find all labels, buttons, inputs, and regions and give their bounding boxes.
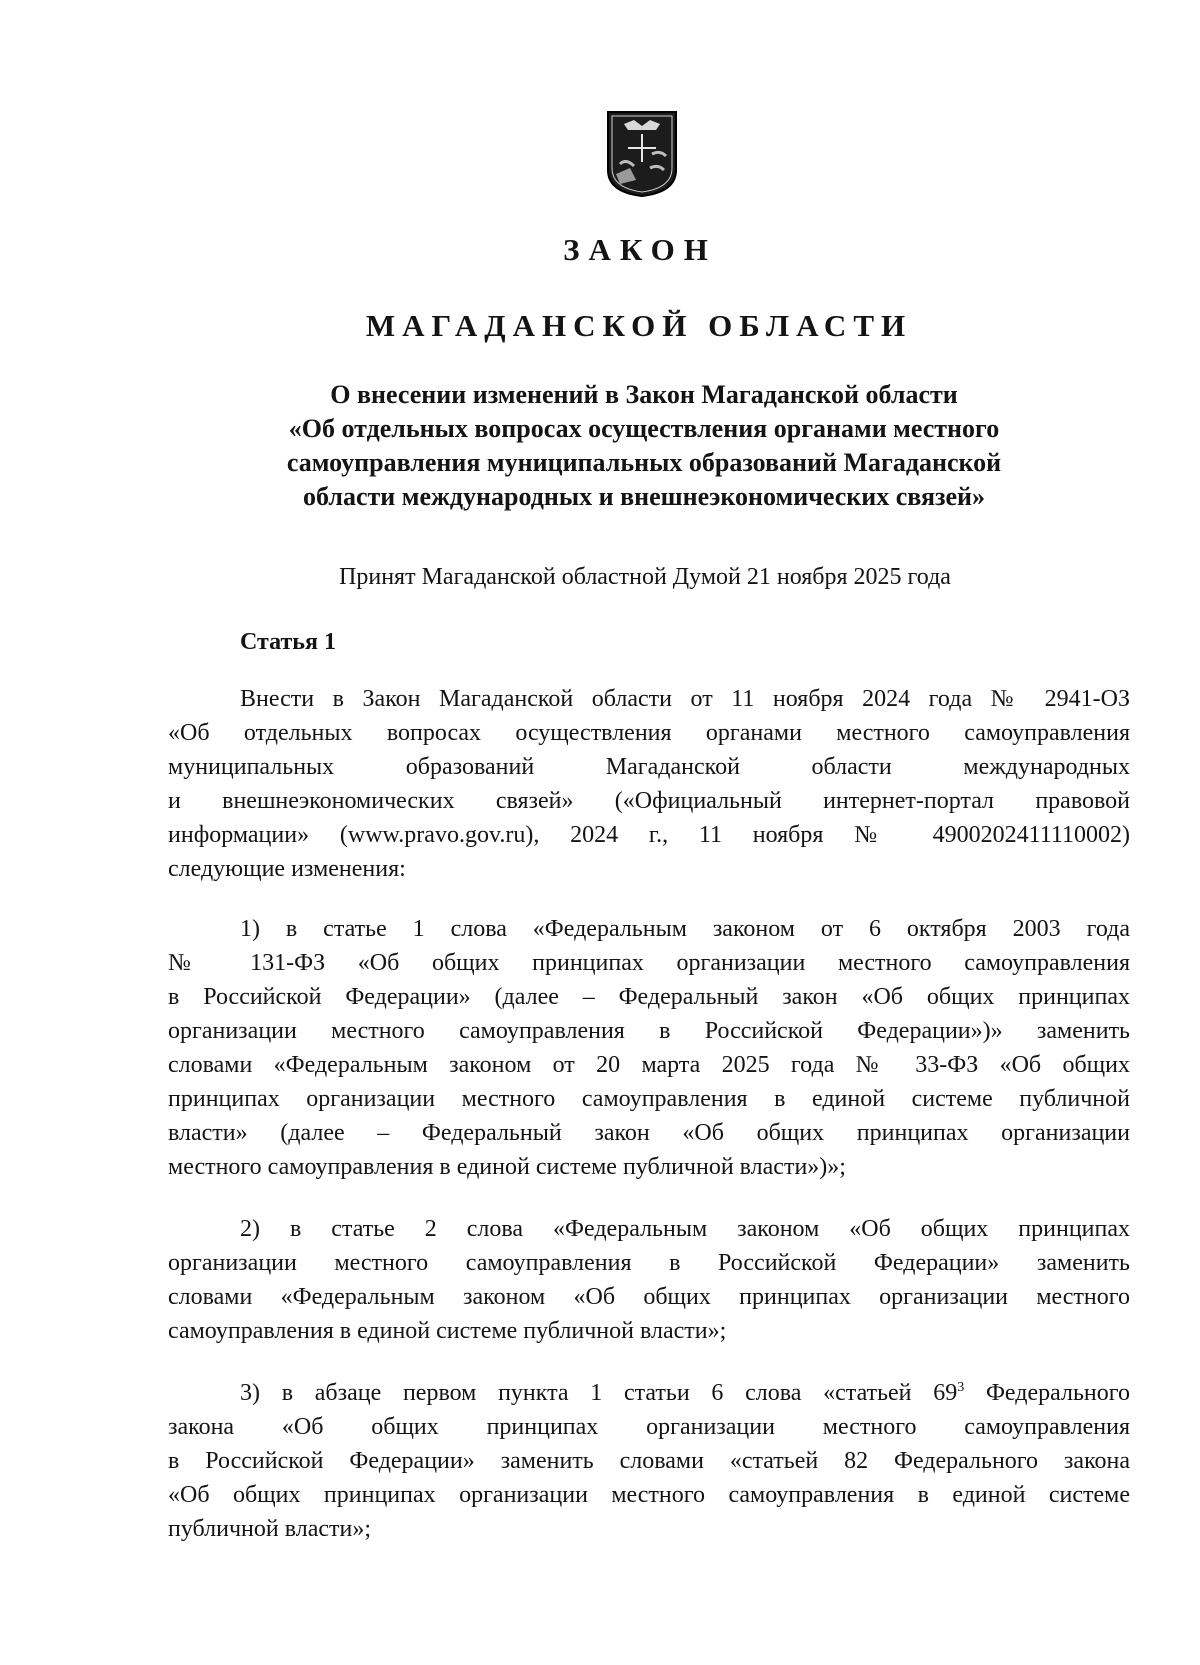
amendment-item-1 — [168, 912, 1130, 1184]
text-line: 1) в статье 1 слова «Федеральным законом от 6 октября 2003 года — [240, 916, 1130, 942]
text-line: «Об отдельных вопросах осуществления органами местного самоуправления — [168, 720, 1130, 746]
amendment-item-3 — [168, 1376, 1130, 1546]
subject-line: «Об отдельных вопросах осуществления органами местного — [288, 414, 1000, 443]
law-subject-heading — [160, 378, 1128, 514]
text-fragment: 3) в абзаце первом пункта 1 статьи 6 слова «статьей 69 — [240, 1380, 958, 1406]
amendment-item-2 — [168, 1212, 1130, 1348]
text-line: № 131-ФЗ «Об общих принципах организации местного самоуправления — [168, 950, 1130, 976]
coat-of-arms-emblem — [606, 110, 678, 198]
adoption-note: Принят Магаданской областной Думой 21 ноября 2025 года — [339, 564, 951, 590]
article-heading: Статья 1 — [240, 629, 336, 655]
text-line: Внести в Закон Магаданской области от 11 ноября 2024 года № 2941-ОЗ — [240, 686, 1130, 712]
superscript: 3 — [957, 1380, 965, 1395]
text-line: муниципальных образований Магаданской области международных — [168, 754, 1130, 780]
text-line: местного самоуправления в единой системе публичной власти»)»; — [168, 1154, 846, 1180]
text-line: 2) в статье 2 слова «Федеральным законом «Об общих принципах — [240, 1216, 1130, 1242]
text-line: организации местного самоуправления в Российской Федерации» заменить — [168, 1250, 1130, 1276]
text-line: публичной власти»; — [168, 1516, 372, 1542]
text-line: самоуправления в единой системе публичной власти»; — [168, 1318, 727, 1344]
text-line: закона «Об общих принципах организации местного самоуправления — [168, 1414, 1130, 1440]
text-line: информации» (www.pravo.gov.ru), 2024 г., 11 ноября № 4900202411110002) — [168, 822, 1130, 848]
text-line: в Российской Федерации» заменить словами «статьей 82 Федерального закона — [168, 1448, 1130, 1474]
text-line: «Об общих принципах организации местного самоуправления в единой системе — [168, 1482, 1130, 1508]
text-line: в Российской Федерации» (далее – Федеральный закон «Об общих принципах — [168, 984, 1130, 1010]
text-line: принципах организации местного самоуправления в единой системе публичной — [168, 1086, 1130, 1112]
text-line: власти» (далее – Федеральный закон «Об общих принципах организации — [168, 1120, 1130, 1146]
subject-line: самоуправления муниципальных образований Магаданской — [286, 448, 1002, 477]
text-line: и внешнеэкономических связей» («Официальный интернет-портал правовой — [168, 788, 1130, 814]
text-line — [168, 1376, 1130, 1410]
text-line: словами «Федеральным законом от 20 марта 2025 года № 33-ФЗ «Об общих — [168, 1052, 1130, 1078]
document-type-title: ЗАКОН — [563, 232, 717, 267]
text-line: организации местного самоуправления в Российской Федерации»)» заменить — [168, 1018, 1130, 1044]
region-title: МАГАДАНСКОЙ ОБЛАСТИ — [365, 308, 913, 343]
subject-line: области международных и внешнеэкономических связей» — [303, 482, 985, 511]
text-fragment: Федерального — [964, 1380, 1130, 1406]
text-line: следующие изменения: — [168, 856, 406, 882]
text-line: словами «Федеральным законом «Об общих принципах организации местного — [168, 1284, 1130, 1310]
subject-line: О внесении изменений в Закон Магаданской области — [330, 380, 958, 409]
intro-paragraph — [168, 682, 1130, 886]
